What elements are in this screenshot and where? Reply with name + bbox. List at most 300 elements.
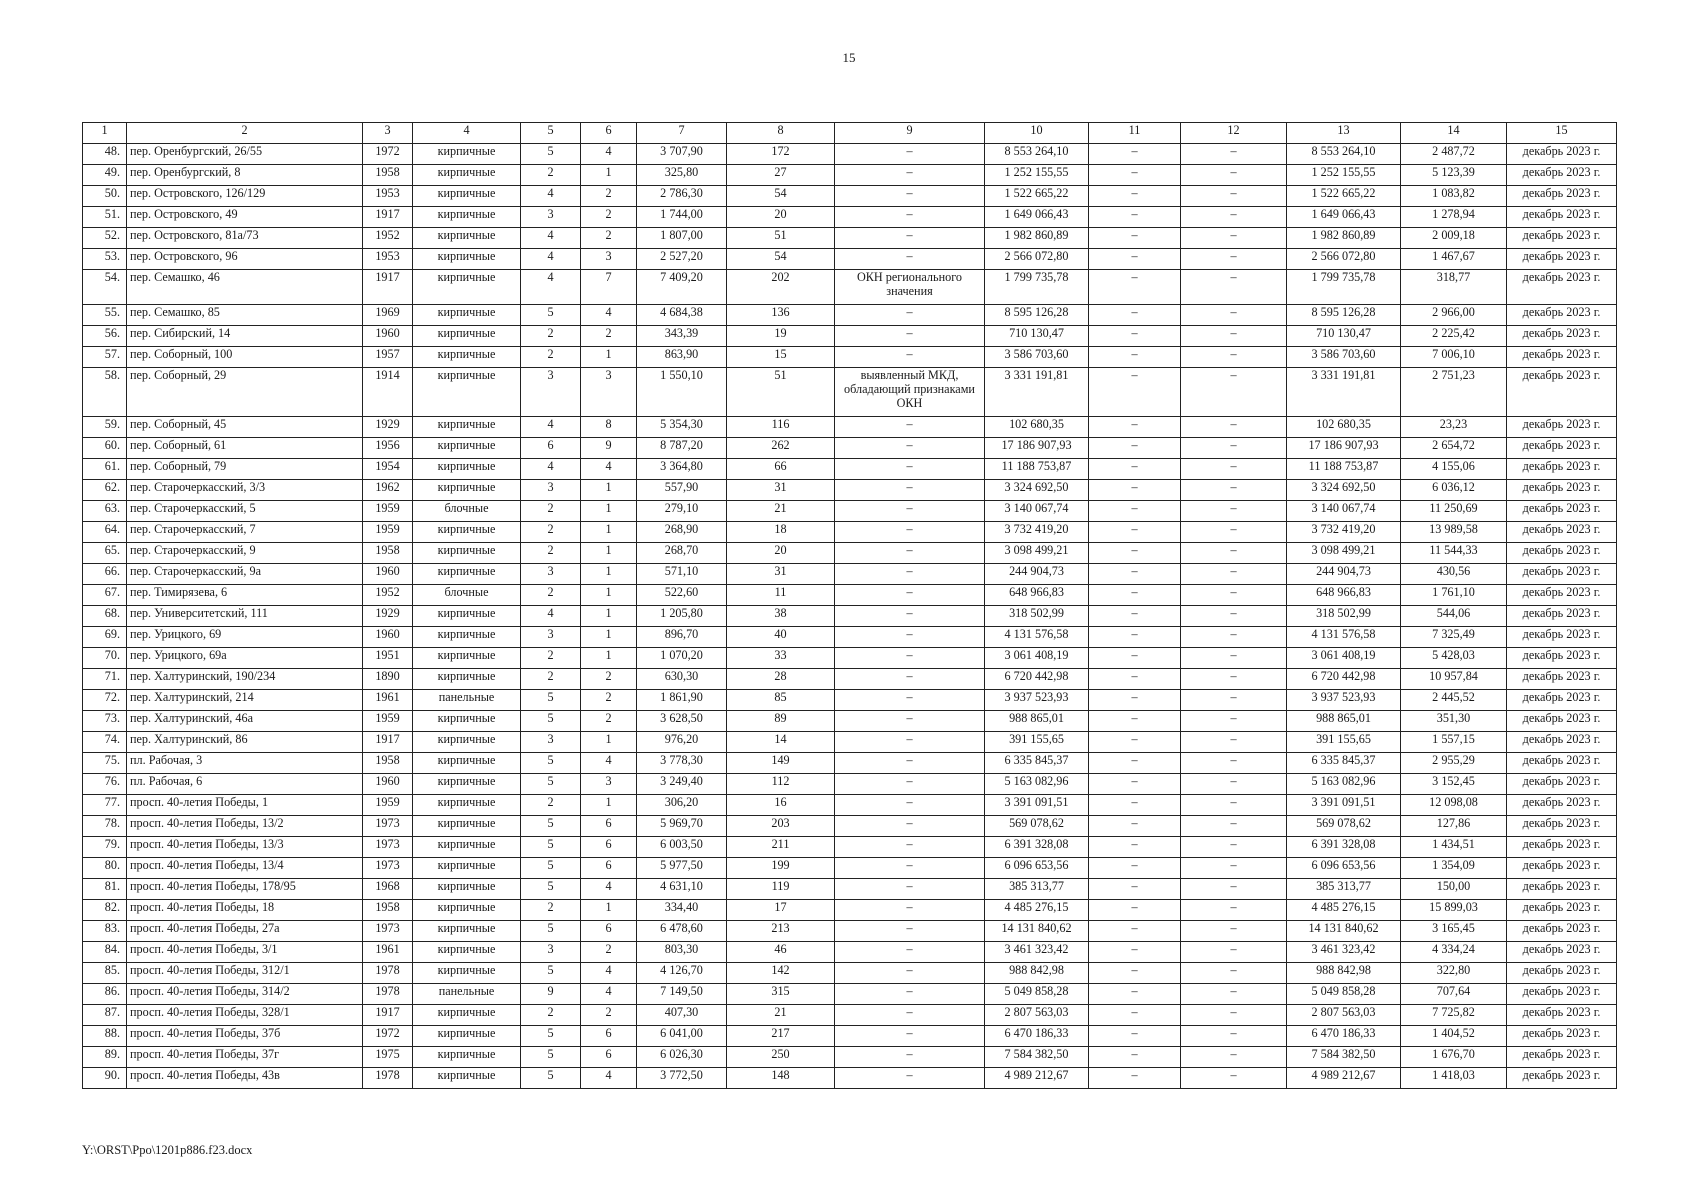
table-cell: 4 bbox=[581, 879, 637, 900]
table-cell: 149 bbox=[727, 753, 835, 774]
table-cell: 217 bbox=[727, 1026, 835, 1047]
table-cell: 2 bbox=[521, 165, 581, 186]
table-cell: – bbox=[835, 648, 985, 669]
table-cell: 87. bbox=[83, 1005, 127, 1026]
table-cell: 1959 bbox=[363, 795, 413, 816]
table-cell: 85 bbox=[727, 690, 835, 711]
table-cell: 648 966,83 bbox=[1287, 585, 1401, 606]
table-cell: 1 083,82 bbox=[1401, 186, 1507, 207]
table-cell: кирпичные bbox=[413, 207, 521, 228]
table-cell: кирпичные bbox=[413, 942, 521, 963]
table-cell: 17 186 907,93 bbox=[985, 438, 1089, 459]
table-cell: – bbox=[835, 669, 985, 690]
table-cell: – bbox=[1089, 648, 1181, 669]
table-cell: 46 bbox=[727, 942, 835, 963]
table-cell: 5 bbox=[521, 837, 581, 858]
table-cell: пер. Соборный, 45 bbox=[127, 417, 363, 438]
table-cell: 1 982 860,89 bbox=[1287, 228, 1401, 249]
table-cell: 13 989,58 bbox=[1401, 522, 1507, 543]
table-cell: 40 bbox=[727, 627, 835, 648]
table-cell: 9 bbox=[521, 984, 581, 1005]
table-cell: – bbox=[1089, 900, 1181, 921]
table-cell: 5 969,70 bbox=[637, 816, 727, 837]
table-cell: – bbox=[1181, 543, 1287, 564]
table-cell: 5 bbox=[521, 1068, 581, 1089]
table-cell: – bbox=[1181, 1026, 1287, 1047]
table-cell: 3 331 191,81 bbox=[1287, 368, 1401, 417]
table-cell: пер. Халтуринский, 86 bbox=[127, 732, 363, 753]
table-cell: 8 bbox=[581, 417, 637, 438]
table-cell: декабрь 2023 г. bbox=[1507, 711, 1617, 732]
table-cell: 322,80 bbox=[1401, 963, 1507, 984]
table-cell: 8 553 264,10 bbox=[985, 144, 1089, 165]
table-cell: – bbox=[1181, 984, 1287, 1005]
table-cell: 318 502,99 bbox=[985, 606, 1089, 627]
table-cell: 262 bbox=[727, 438, 835, 459]
table-cell: 72. bbox=[83, 690, 127, 711]
table-cell: просп. 40-летия Победы, 178/95 bbox=[127, 879, 363, 900]
table-cell: декабрь 2023 г. bbox=[1507, 459, 1617, 480]
table-cell: – bbox=[1089, 774, 1181, 795]
table-cell: 2 807 563,03 bbox=[1287, 1005, 1401, 1026]
table-cell: – bbox=[835, 606, 985, 627]
table-cell: 391 155,65 bbox=[985, 732, 1089, 753]
table-cell: – bbox=[835, 795, 985, 816]
table-cell: 4 bbox=[581, 753, 637, 774]
table-cell: 5 bbox=[521, 690, 581, 711]
table-cell: – bbox=[1181, 564, 1287, 585]
table-cell: 1914 bbox=[363, 368, 413, 417]
table-cell: 391 155,65 bbox=[1287, 732, 1401, 753]
table-cell: 1978 bbox=[363, 984, 413, 1005]
table-cell: просп. 40-летия Победы, 37г bbox=[127, 1047, 363, 1068]
table-cell: 988 842,98 bbox=[1287, 963, 1401, 984]
table-cell: 1959 bbox=[363, 522, 413, 543]
table-cell: 3 bbox=[581, 368, 637, 417]
table-cell: 23,23 bbox=[1401, 417, 1507, 438]
table-cell: – bbox=[835, 228, 985, 249]
table-cell: 67. bbox=[83, 585, 127, 606]
table-cell: 199 bbox=[727, 858, 835, 879]
table-cell: 1960 bbox=[363, 627, 413, 648]
table-cell: кирпичные bbox=[413, 1005, 521, 1026]
table-cell: декабрь 2023 г. bbox=[1507, 585, 1617, 606]
table-cell: 3 098 499,21 bbox=[985, 543, 1089, 564]
table-cell: – bbox=[1089, 585, 1181, 606]
table-cell: – bbox=[1181, 1068, 1287, 1089]
table-cell: 6 096 653,56 bbox=[1287, 858, 1401, 879]
table-cell: пер. Соборный, 100 bbox=[127, 347, 363, 368]
table-cell: – bbox=[1089, 501, 1181, 522]
column-header: 12 bbox=[1181, 123, 1287, 144]
table-cell: 61. bbox=[83, 459, 127, 480]
table-cell: 4 bbox=[521, 459, 581, 480]
table-cell: 136 bbox=[727, 305, 835, 326]
table-cell: 1 bbox=[581, 522, 637, 543]
table-cell: 84. bbox=[83, 942, 127, 963]
table-cell: 14 131 840,62 bbox=[1287, 921, 1401, 942]
table-cell: 2 bbox=[581, 942, 637, 963]
table-cell: 88. bbox=[83, 1026, 127, 1047]
table-cell: 4 485 276,15 bbox=[985, 900, 1089, 921]
table-row bbox=[83, 228, 1617, 249]
table-cell: 14 131 840,62 bbox=[985, 921, 1089, 942]
table-cell: кирпичные bbox=[413, 1026, 521, 1047]
table-cell: 27 bbox=[727, 165, 835, 186]
table-cell: 52. bbox=[83, 228, 127, 249]
table-cell: 1 bbox=[581, 648, 637, 669]
table-cell: 3 165,45 bbox=[1401, 921, 1507, 942]
table-cell: 1 982 860,89 bbox=[985, 228, 1089, 249]
table-cell: 6 391 328,08 bbox=[1287, 837, 1401, 858]
table-cell: 5 bbox=[521, 963, 581, 984]
table-row bbox=[83, 207, 1617, 228]
table-cell: 1 bbox=[581, 347, 637, 368]
table-cell: 3 937 523,93 bbox=[1287, 690, 1401, 711]
table-cell: кирпичные bbox=[413, 326, 521, 347]
table-cell: 569 078,62 bbox=[1287, 816, 1401, 837]
table-cell: 90. bbox=[83, 1068, 127, 1089]
table-cell: 5 bbox=[521, 305, 581, 326]
table-cell: ОКН регионального значения bbox=[835, 270, 985, 305]
table-cell: – bbox=[1181, 326, 1287, 347]
table-cell: декабрь 2023 г. bbox=[1507, 669, 1617, 690]
table-cell: 203 bbox=[727, 816, 835, 837]
table-cell: 1917 bbox=[363, 732, 413, 753]
table-row bbox=[83, 606, 1617, 627]
table-cell: декабрь 2023 г. bbox=[1507, 606, 1617, 627]
table-cell: – bbox=[1089, 1026, 1181, 1047]
table-cell: 18 bbox=[727, 522, 835, 543]
table-cell: – bbox=[1181, 480, 1287, 501]
table-cell: – bbox=[1089, 1047, 1181, 1068]
table-cell: 8 787,20 bbox=[637, 438, 727, 459]
table-cell: 3 324 692,50 bbox=[985, 480, 1089, 501]
table-cell: декабрь 2023 г. bbox=[1507, 480, 1617, 501]
table-cell: декабрь 2023 г. bbox=[1507, 305, 1617, 326]
table-cell: 3 bbox=[521, 207, 581, 228]
table-cell: 64. bbox=[83, 522, 127, 543]
table-cell: – bbox=[1089, 305, 1181, 326]
table-cell: 3 391 091,51 bbox=[1287, 795, 1401, 816]
table-cell: 4 bbox=[581, 963, 637, 984]
table-cell: 3 772,50 bbox=[637, 1068, 727, 1089]
table-cell: – bbox=[835, 165, 985, 186]
table-cell: 1 761,10 bbox=[1401, 585, 1507, 606]
table-cell: кирпичные bbox=[413, 1047, 521, 1068]
table-cell: – bbox=[835, 305, 985, 326]
column-header: 1 bbox=[83, 123, 127, 144]
table-cell: 21 bbox=[727, 1005, 835, 1026]
table-cell: кирпичные bbox=[413, 627, 521, 648]
table-cell: просп. 40-летия Победы, 27а bbox=[127, 921, 363, 942]
table-cell: 17 186 907,93 bbox=[1287, 438, 1401, 459]
table-body bbox=[83, 144, 1617, 1089]
table-row bbox=[83, 669, 1617, 690]
table-cell: 6 335 845,37 bbox=[985, 753, 1089, 774]
table-cell: кирпичные bbox=[413, 858, 521, 879]
table-cell: 5 354,30 bbox=[637, 417, 727, 438]
table-cell: 71. bbox=[83, 669, 127, 690]
table-cell: – bbox=[1089, 606, 1181, 627]
table-cell: 1 522 665,22 bbox=[1287, 186, 1401, 207]
table-cell: 85. bbox=[83, 963, 127, 984]
table-cell: просп. 40-летия Победы, 312/1 bbox=[127, 963, 363, 984]
table-cell: 86. bbox=[83, 984, 127, 1005]
column-header: 6 bbox=[581, 123, 637, 144]
table-cell: 9 bbox=[581, 438, 637, 459]
table-cell: кирпичные bbox=[413, 774, 521, 795]
table-cell: 3 249,40 bbox=[637, 774, 727, 795]
table-cell: 1978 bbox=[363, 1068, 413, 1089]
table-cell: декабрь 2023 г. bbox=[1507, 816, 1617, 837]
table-cell: 1962 bbox=[363, 480, 413, 501]
table-cell: кирпичные bbox=[413, 753, 521, 774]
table-cell: декабрь 2023 г. bbox=[1507, 795, 1617, 816]
table-cell: панельные bbox=[413, 984, 521, 1005]
table-cell: – bbox=[1181, 879, 1287, 900]
table-cell: 51 bbox=[727, 368, 835, 417]
table-cell: декабрь 2023 г. bbox=[1507, 347, 1617, 368]
table-cell: – bbox=[1089, 564, 1181, 585]
table-cell: пер. Островского, 81а/73 bbox=[127, 228, 363, 249]
table-cell: 2 bbox=[521, 648, 581, 669]
table-cell: 4 485 276,15 bbox=[1287, 900, 1401, 921]
table-row bbox=[83, 347, 1617, 368]
column-header: 10 bbox=[985, 123, 1089, 144]
table-cell: – bbox=[1181, 900, 1287, 921]
table-cell: 1958 bbox=[363, 753, 413, 774]
table-cell: 1973 bbox=[363, 816, 413, 837]
table-cell: 148 bbox=[727, 1068, 835, 1089]
table-cell: – bbox=[835, 459, 985, 480]
table-cell: 2 bbox=[521, 585, 581, 606]
table-cell: 2 bbox=[581, 326, 637, 347]
table-cell: 3 152,45 bbox=[1401, 774, 1507, 795]
table-cell: 119 bbox=[727, 879, 835, 900]
table-cell: 127,86 bbox=[1401, 816, 1507, 837]
table-cell: – bbox=[835, 347, 985, 368]
table-row bbox=[83, 144, 1617, 165]
table-cell: 244 904,73 bbox=[985, 564, 1089, 585]
table-cell: кирпичные bbox=[413, 900, 521, 921]
table-cell: 3 bbox=[521, 480, 581, 501]
table-cell: – bbox=[1089, 417, 1181, 438]
table-cell: 1929 bbox=[363, 417, 413, 438]
table-cell: 3 586 703,60 bbox=[985, 347, 1089, 368]
table-cell: 4 334,24 bbox=[1401, 942, 1507, 963]
table-cell: пер. Семашко, 85 bbox=[127, 305, 363, 326]
table-cell: 6 bbox=[581, 816, 637, 837]
table-cell: 66. bbox=[83, 564, 127, 585]
table-cell: 5 163 082,96 bbox=[1287, 774, 1401, 795]
table-cell: – bbox=[1089, 1068, 1181, 1089]
table-cell: 5 bbox=[521, 921, 581, 942]
table-cell: – bbox=[1089, 543, 1181, 564]
table-cell: 17 bbox=[727, 900, 835, 921]
table-cell: декабрь 2023 г. bbox=[1507, 438, 1617, 459]
table-cell: кирпичные bbox=[413, 270, 521, 305]
table-cell: пер. Старочеркасский, 5 bbox=[127, 501, 363, 522]
table-cell: 33 bbox=[727, 648, 835, 669]
table-cell: 8 595 126,28 bbox=[1287, 305, 1401, 326]
table-cell: 3 732 419,20 bbox=[985, 522, 1089, 543]
table-cell: декабрь 2023 г. bbox=[1507, 249, 1617, 270]
table-cell: 3 732 419,20 bbox=[1287, 522, 1401, 543]
table-cell: 51. bbox=[83, 207, 127, 228]
table-cell: пер. Старочеркасский, 7 bbox=[127, 522, 363, 543]
table-cell: 557,90 bbox=[637, 480, 727, 501]
table-cell: – bbox=[835, 417, 985, 438]
table-cell: – bbox=[1089, 732, 1181, 753]
table-cell: – bbox=[835, 585, 985, 606]
table-cell: – bbox=[1181, 858, 1287, 879]
table-cell: – bbox=[1089, 165, 1181, 186]
table-cell: – bbox=[835, 858, 985, 879]
table-cell: – bbox=[1181, 1047, 1287, 1068]
table-cell: 11 544,33 bbox=[1401, 543, 1507, 564]
table-cell: 11 bbox=[727, 585, 835, 606]
table-row bbox=[83, 417, 1617, 438]
table-cell: 76. bbox=[83, 774, 127, 795]
table-cell: – bbox=[835, 732, 985, 753]
table-row bbox=[83, 879, 1617, 900]
table-cell: 385 313,77 bbox=[1287, 879, 1401, 900]
table-cell: 896,70 bbox=[637, 627, 727, 648]
table-cell: 4 bbox=[521, 228, 581, 249]
table-cell: 211 bbox=[727, 837, 835, 858]
table-cell: 102 680,35 bbox=[985, 417, 1089, 438]
table-row bbox=[83, 1005, 1617, 1026]
table-cell: 4 131 576,58 bbox=[985, 627, 1089, 648]
table-row bbox=[83, 326, 1617, 347]
table-cell: 1 bbox=[581, 795, 637, 816]
table-cell: 70. bbox=[83, 648, 127, 669]
table-cell: 710 130,47 bbox=[985, 326, 1089, 347]
table-cell: – bbox=[835, 522, 985, 543]
table-row bbox=[83, 984, 1617, 1005]
table-cell: декабрь 2023 г. bbox=[1507, 879, 1617, 900]
table-cell: 3 331 191,81 bbox=[985, 368, 1089, 417]
table-cell: – bbox=[1181, 207, 1287, 228]
table-cell: – bbox=[1181, 753, 1287, 774]
table-cell: декабрь 2023 г. bbox=[1507, 417, 1617, 438]
table-cell: 385 313,77 bbox=[985, 879, 1089, 900]
table-cell: пл. Рабочая, 3 bbox=[127, 753, 363, 774]
table-cell: 1 205,80 bbox=[637, 606, 727, 627]
table-cell: декабрь 2023 г. bbox=[1507, 270, 1617, 305]
table-cell: – bbox=[1181, 795, 1287, 816]
table-cell: 7 149,50 bbox=[637, 984, 727, 1005]
table-cell: 73. bbox=[83, 711, 127, 732]
table-cell: кирпичные bbox=[413, 732, 521, 753]
table-row bbox=[83, 1026, 1617, 1047]
table-cell: 1 278,94 bbox=[1401, 207, 1507, 228]
table-cell: 7 584 382,50 bbox=[1287, 1047, 1401, 1068]
table-cell: 4 bbox=[581, 459, 637, 480]
table-cell: 1 799 735,78 bbox=[1287, 270, 1401, 305]
table-cell: 3 324 692,50 bbox=[1287, 480, 1401, 501]
table-cell: – bbox=[835, 1068, 985, 1089]
table-cell: 3 937 523,93 bbox=[985, 690, 1089, 711]
table-cell: – bbox=[1181, 501, 1287, 522]
table-cell: 77. bbox=[83, 795, 127, 816]
table-cell: – bbox=[1089, 1005, 1181, 1026]
table-cell: 1972 bbox=[363, 144, 413, 165]
table-row bbox=[83, 585, 1617, 606]
table-cell: декабрь 2023 г. bbox=[1507, 501, 1617, 522]
table-cell: кирпичные bbox=[413, 186, 521, 207]
table-cell: 3 461 323,42 bbox=[1287, 942, 1401, 963]
table-cell: пер. Соборный, 29 bbox=[127, 368, 363, 417]
table-cell: 4 bbox=[581, 1068, 637, 1089]
table-cell: 2 445,52 bbox=[1401, 690, 1507, 711]
table-cell: 6 720 442,98 bbox=[1287, 669, 1401, 690]
table-cell: 54. bbox=[83, 270, 127, 305]
table-cell: – bbox=[1089, 984, 1181, 1005]
table-cell: – bbox=[1089, 368, 1181, 417]
table-cell: 4 bbox=[521, 606, 581, 627]
table-row bbox=[83, 368, 1617, 417]
table-cell: декабрь 2023 г. bbox=[1507, 564, 1617, 585]
table-cell: 5 bbox=[521, 711, 581, 732]
table-cell: декабрь 2023 г. bbox=[1507, 144, 1617, 165]
table-cell: 19 bbox=[727, 326, 835, 347]
table-cell: – bbox=[1181, 249, 1287, 270]
table-cell: – bbox=[1181, 690, 1287, 711]
table-cell: 1952 bbox=[363, 585, 413, 606]
table-cell: – bbox=[1089, 480, 1181, 501]
table-cell: 1 bbox=[581, 165, 637, 186]
table-cell: – bbox=[1181, 627, 1287, 648]
table-row bbox=[83, 1047, 1617, 1068]
table-cell: 5 bbox=[521, 144, 581, 165]
table-cell: 3 461 323,42 bbox=[985, 942, 1089, 963]
table-cell: 976,20 bbox=[637, 732, 727, 753]
table-cell: 2 225,42 bbox=[1401, 326, 1507, 347]
table-cell: 1953 bbox=[363, 186, 413, 207]
table-cell: 1 467,67 bbox=[1401, 249, 1507, 270]
table-cell: 202 bbox=[727, 270, 835, 305]
table-row bbox=[83, 900, 1617, 921]
table-cell: 2 751,23 bbox=[1401, 368, 1507, 417]
table-cell: 334,40 bbox=[637, 900, 727, 921]
table-cell: 20 bbox=[727, 543, 835, 564]
table-row bbox=[83, 501, 1617, 522]
table-cell: 2 566 072,80 bbox=[985, 249, 1089, 270]
table-cell: – bbox=[1089, 711, 1181, 732]
table-cell: – bbox=[1181, 417, 1287, 438]
table-cell: 5 049 858,28 bbox=[1287, 984, 1401, 1005]
table-cell: декабрь 2023 г. bbox=[1507, 858, 1617, 879]
table-cell: 315 bbox=[727, 984, 835, 1005]
table-cell: – bbox=[835, 753, 985, 774]
table-cell: пл. Рабочая, 6 bbox=[127, 774, 363, 795]
table-cell: 1 bbox=[581, 900, 637, 921]
table-cell: – bbox=[1181, 942, 1287, 963]
table-cell: декабрь 2023 г. bbox=[1507, 921, 1617, 942]
table-cell: 142 bbox=[727, 963, 835, 984]
table-row bbox=[83, 627, 1617, 648]
table-cell: 710 130,47 bbox=[1287, 326, 1401, 347]
table-cell: 3 bbox=[521, 627, 581, 648]
table-cell: пер. Островского, 96 bbox=[127, 249, 363, 270]
table-cell: 38 bbox=[727, 606, 835, 627]
table-cell: 1 252 155,55 bbox=[985, 165, 1089, 186]
table-cell: 8 553 264,10 bbox=[1287, 144, 1401, 165]
table-cell: 4 131 576,58 bbox=[1287, 627, 1401, 648]
table-cell: кирпичные bbox=[413, 368, 521, 417]
